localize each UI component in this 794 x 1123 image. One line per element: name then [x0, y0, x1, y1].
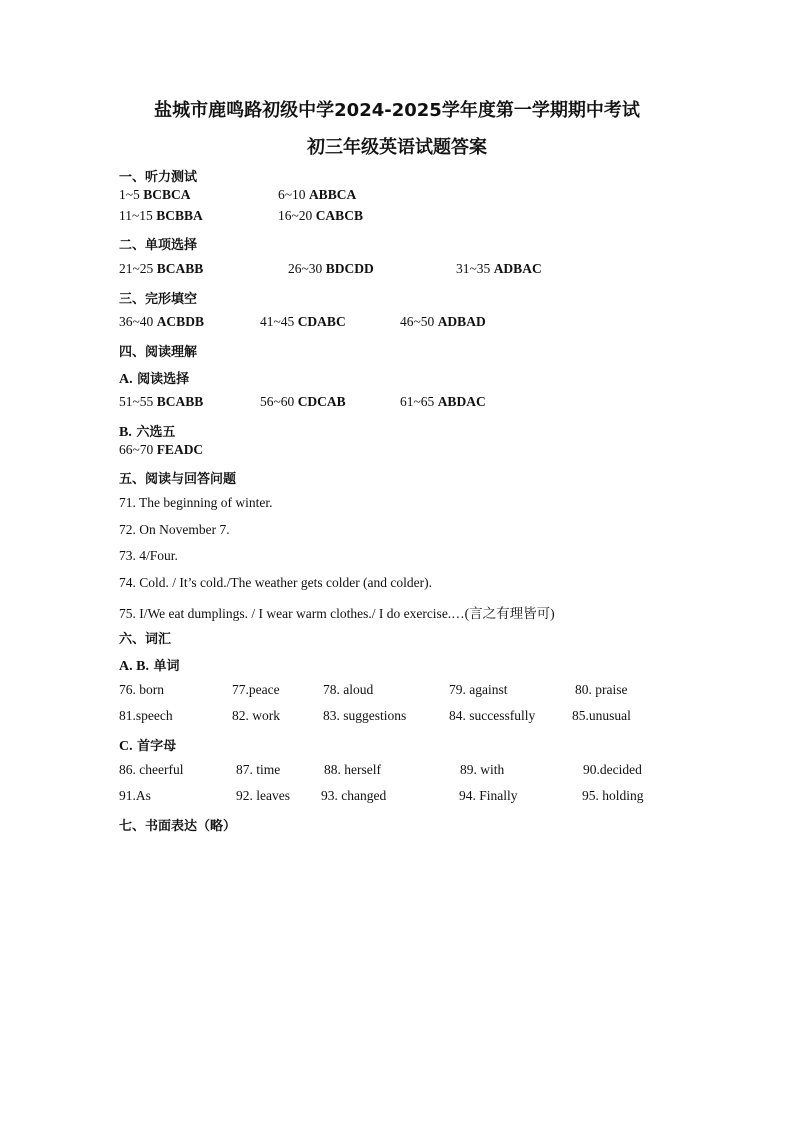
answer-group: 51~55 BCABB	[119, 394, 204, 409]
vocab-row	[0, 682, 794, 700]
vocab-row	[0, 708, 794, 726]
answer-group: 26~30 BDCDD	[288, 261, 374, 276]
vocab-answer: 77.peace	[232, 682, 280, 697]
vocab-answer: 76. born	[119, 682, 164, 697]
subsection-heading-vocabulary-c: C. 首字母	[119, 739, 177, 754]
vocab-answer: 92. leaves	[236, 788, 290, 803]
vocab-answer: 88. herself	[324, 762, 381, 777]
section-heading-listening: 一、听力测试	[119, 170, 198, 185]
answer-row	[0, 442, 794, 460]
vocab-answer: 90.decided	[583, 762, 642, 777]
document-title: 盐城市鹿鸣路初级中学2024-2025学年度第一学期期中考试	[154, 100, 640, 121]
answer-group: 11~15 BCBBA	[119, 208, 203, 223]
vocab-answer: 83. suggestions	[323, 708, 407, 723]
answer-item: 72. On November 7.	[119, 522, 230, 537]
answer-group: 16~20 CABCB	[278, 208, 363, 223]
subsection-heading-reading-b: B. 六选五	[119, 425, 176, 440]
section-heading-cloze: 三、完形填空	[119, 292, 198, 307]
answer-group: 61~65 ABDAC	[400, 394, 486, 409]
section-heading-writing: 七、书面表达（略）	[119, 819, 237, 834]
vocab-answer: 95. holding	[582, 788, 644, 803]
vocab-answer: 87. time	[236, 762, 281, 777]
answer-item: 73. 4/Four.	[119, 548, 178, 563]
vocab-row	[0, 788, 794, 806]
document-subtitle: 初三年级英语试题答案	[307, 137, 487, 158]
vocab-answer: 82. work	[232, 708, 280, 723]
vocab-answer: 78. aloud	[323, 682, 374, 697]
section-heading-single-choice: 二、单项选择	[119, 238, 198, 253]
vocab-answer: 86. cheerful	[119, 762, 184, 777]
section-heading-answer-questions: 五、阅读与回答问题	[119, 472, 237, 487]
vocab-answer: 85.unusual	[572, 708, 631, 723]
answer-row	[0, 261, 794, 279]
answer-row	[0, 394, 794, 412]
answer-group: 1~5 BCBCA	[119, 187, 191, 202]
answer-item: 74. Cold. / It’s cold./The weather gets colder (and colder).	[119, 575, 433, 590]
vocab-answer: 81.speech	[119, 708, 173, 723]
subsection-heading-vocabulary-ab: A. B. 单词	[119, 659, 180, 674]
answer-row	[0, 187, 794, 205]
answer-item: 71. The beginning of winter.	[119, 495, 273, 510]
answer-group: 6~10 ABBCA	[278, 187, 357, 202]
vocab-answer: 80. praise	[575, 682, 628, 697]
vocab-answer: 91.As	[119, 788, 151, 803]
vocab-answer: 93. changed	[321, 788, 387, 803]
answer-row	[0, 314, 794, 332]
answer-group: 66~70 FEADC	[119, 442, 204, 457]
vocab-answer: 84. successfully	[449, 708, 536, 723]
answer-group: 36~40 ACBDB	[119, 314, 204, 329]
vocab-row	[0, 762, 794, 780]
vocab-answer: 94. Finally	[459, 788, 518, 803]
answer-group: 31~35 ADBAC	[456, 261, 542, 276]
answer-row	[0, 208, 794, 226]
vocab-answer: 79. against	[449, 682, 508, 697]
answer-group: 21~25 BCABB	[119, 261, 204, 276]
section-heading-reading: 四、阅读理解	[119, 345, 198, 360]
vocab-answer: 89. with	[460, 762, 505, 777]
subsection-heading-reading-a: A. 阅读选择	[119, 372, 190, 387]
answer-group: 56~60 CDCAB	[260, 394, 346, 409]
section-heading-vocabulary: 六、词汇	[119, 632, 172, 647]
answer-group: 46~50 ADBAD	[400, 314, 486, 329]
answer-item: 75. I/We eat dumplings. / I wear warm clothes./ I do exercise.…(言之有理皆可)	[119, 606, 555, 621]
answer-group: 41~45 CDABC	[260, 314, 346, 329]
